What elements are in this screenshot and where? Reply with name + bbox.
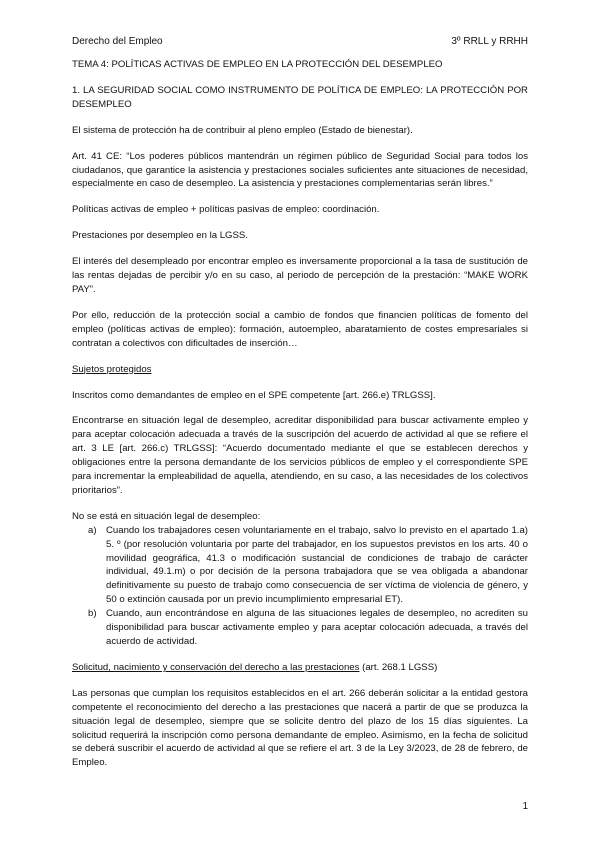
list-item-text: Cuando los trabajadores cesen voluntariamente en el trabajo, salvo lo previsto en el apartado 1.a) 5. º (por resolución voluntaria por parte del trabajador, en los supuestos previstos en los arts. 40 o movilidad geográfica, 41.3 o modificación sustancial de condiciones de trabajo de carácter individual, 49.1.m) o por decisión de la persona trabajadora que se vea obligada a abandonar definitivamente su puesto de trabajo como consecuencia de ser víctima de violencia de género, y 50 o extinción causada por un previo incumplimiento empresarial ET). — [106, 524, 528, 606]
paragraph: Encontrarse en situación legal de desempleo, acreditar disponibilidad para buscar activamente empleo y para aceptar colocación adecuada a través de la suscripción del acuerdo de actividad al que se refiere el art. 3 LE [art. 266.c) TRLGSS]: “Acuerdo documentado mediante el que se establecen derechos y obligaciones entre la persona demandante de los servicios públicos de empleo y el correspondiente SPE para incrementar la empleabilidad de aquella, atendiendo, en su caso, a las necesidades de los colectivos prioritarios”. — [72, 415, 528, 496]
list-item — [88, 607, 528, 649]
page-number: 1 — [522, 801, 528, 812]
header-degree: 3º RRLL y RRHH — [451, 36, 528, 47]
paragraph: Políticas activas de empleo + políticas pasivas de empleo: coordinación. — [72, 204, 380, 216]
paragraph: El interés del desempleado por encontrar empleo es inversamente proporcional a la tasa de sustitución de las rentas dejadas de percibir y/o en su caso, al periodo de percepción de la prestación: “MAKE WORK PAY”. — [72, 256, 528, 295]
paragraph: Art. 41 CE: “Los poderes públicos mantendrán un régimen público de Seguridad Social para todos los ciudadanos, que garantice la asistencia y prestaciones sociales suficientes ante situaciones de necesidad, especialmente en caso de desempleo. La asistencia y prestaciones complementarias serán libres.” — [72, 150, 528, 190]
section-heading: 1. LA SEGURIDAD SOCIAL COMO INSTRUMENTO DE POLÍTICA DE EMPLEO: LA PROTECCIÓN POR DESEMPLEO — [72, 84, 528, 110]
list-item — [88, 524, 528, 607]
subheading-solicitud — [72, 661, 528, 675]
paragraph: Por ello, reducción de la protección social a cambio de fondos que financien políticas de fomento del empleo (políticas activas de empleo): formación, autoempleo, abaratamiento de costes empresariales si contratan a colectivos con dificultades de inserción… — [72, 309, 528, 349]
list-marker: a) — [88, 524, 97, 536]
paragraph: No se está en situación legal de desempleo: — [72, 510, 261, 522]
subheading-solicitud-ref: (art. 268.1 LGSS) — [359, 661, 438, 673]
paragraph: El sistema de protección ha de contribuir al pleno empleo (Estado de bienestar). — [72, 124, 413, 136]
header-course: Derecho del Empleo — [72, 36, 163, 47]
subheading-solicitud-text: Solicitud, nacimiento y conservación del derecho a las prestaciones — [72, 661, 360, 673]
list-item-text: Cuando, aun encontrándose en alguna de las situaciones legales de desempleo, no acrediten su disponibilidad para buscar activamente empleo y para aceptar colocación adecuada, a través del acuerdo de actividad. — [106, 608, 528, 647]
subheading-sujetos: Sujetos protegidos — [72, 363, 152, 375]
exclusion-list — [72, 524, 528, 649]
paragraph: Prestaciones por desempleo en la LGSS. — [72, 230, 248, 242]
paragraph: Las personas que cumplan los requisitos establecidos en el art. 266 deberán solicitar a la entidad gestora competente el reconocimiento del derecho a las prestaciones que nacerá a partir de que se produzca la situación legal de desempleo, siempre que se solicite dentro del plazo de los 15 días siguientes. La solicitud requerirá la inscripción como persona demandante de empleo. Asimismo, en la fecha de solicitud se deberá suscribir el acuerdo de actividad al que se refiere el art. 3 de la Ley 3/2023, de 28 de febrero, de Empleo. — [72, 687, 528, 769]
page-header — [72, 36, 528, 47]
document-body — [72, 58, 528, 770]
list-marker: b) — [88, 608, 97, 620]
paragraph: Inscritos como demandantes de empleo en el SPE competente [art. 266.e) TRLGSS]. — [72, 389, 436, 401]
document-title: TEMA 4: POLÍTICAS ACTIVAS DE EMPLEO EN LA PROTECCIÓN DEL DESEMPLEO — [72, 59, 443, 70]
